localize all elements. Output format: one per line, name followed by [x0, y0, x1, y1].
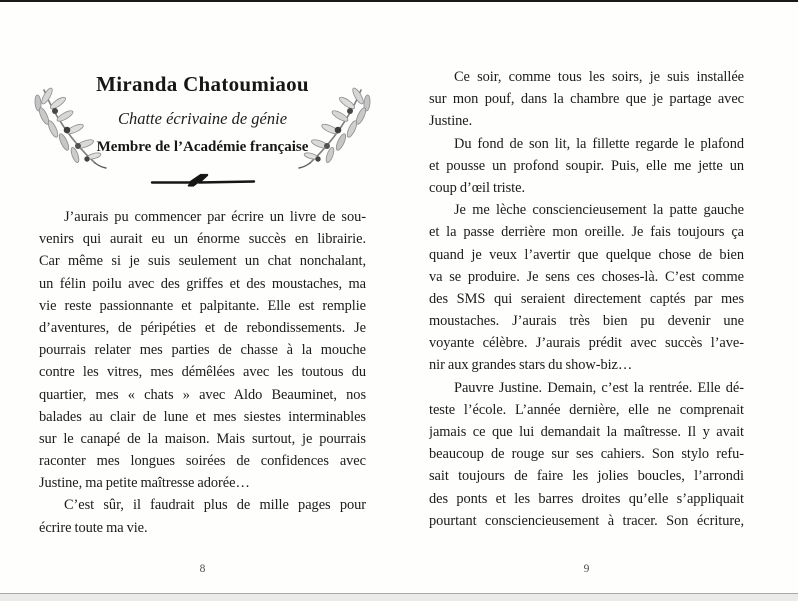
text-line: d’aventures, de péripéties et de rebondissements. Je — [39, 319, 366, 336]
text-line: coup d’œil triste. — [429, 179, 526, 196]
text-line: et la passe derrière mon oreille. Je fais toujours ça — [429, 224, 744, 241]
text-line: va se produire. Je sens ces choses-là. C’est comme — [429, 268, 744, 285]
text-line: et pousse un profond soupir. Puis, elle me jette un — [429, 157, 744, 174]
page-bottom-shadow — [0, 594, 798, 601]
page-body — [39, 206, 366, 539]
text-line: Pauvre Justine. Demain, c’est la rentrée. Elle dé- — [454, 379, 744, 396]
author-membership: Membre de l’Académie française — [96, 139, 309, 155]
text-line: sur mon pouf, dans la chambre que je partage avec — [429, 91, 744, 108]
page-number: 9 — [583, 563, 590, 575]
author-name: Miranda Chatoumiaou — [96, 72, 309, 96]
text-line: quand je veux l’avertir que quelque chose de bien — [429, 246, 744, 263]
text-line: moustaches. J’aurais très bien pu devenir une — [429, 313, 744, 330]
text-line: nir aux grandes stars du show-biz… — [429, 357, 633, 374]
text-line: voyante célèbre. J’aurais prédit avec succès l’ave- — [429, 335, 744, 352]
text-line: raconter mes longues soirées de confidences avec — [39, 453, 366, 470]
text-line: venirs qui aurait eu un énorme succès en librairie. — [39, 231, 366, 248]
text-line: Justine, ma petite maîtresse adorée… — [39, 475, 250, 492]
coil-flourish-icon — [150, 171, 256, 191]
text-line: jamais ce que lui demandait la maîtresse. Il y avait — [429, 424, 744, 440]
page-body — [429, 66, 744, 532]
text-line: balades au clair de lune et mes siestes interminables — [39, 408, 366, 425]
left-page — [39, 0, 366, 601]
text-line: des SMS qui seraient directement captés par mes — [429, 290, 744, 307]
text-line: Justine. — [429, 113, 473, 130]
text-line: pourtant consciencieusement à tracer. Son écriture, — [429, 512, 744, 529]
text-line: quartier, mes « chats » avec Aldo Beauminet, nos — [39, 386, 366, 403]
text-line: C’est sûr, il faudrait plus de mille pages pour — [64, 497, 366, 514]
text-line: Car même si je suis seulement un chat nonchalant, — [39, 253, 366, 270]
right-page — [429, 0, 744, 601]
text-line: Ce soir, comme tous les soirs, je suis installée — [454, 69, 744, 85]
text-line: Du fond de son lit, la fillette regarde le plafond — [454, 135, 744, 152]
page-number: 8 — [199, 563, 206, 575]
text-line: teste l’école. L’année dernière, elle ne comprenait — [429, 401, 744, 418]
text-line: un félin poilu avec des griffes et des moustaches, ma — [39, 275, 366, 292]
text-line: contre les vitres, mes démêlées avec les toutous du — [39, 364, 366, 381]
text-line: J’aurais pu commencer par écrire un livre de sou- — [64, 209, 366, 225]
text-line: beaucoup de rouge sur ses cahiers. Son stylo refu- — [429, 446, 744, 463]
text-line: sait toujours de faire les jolies boucles, l’arrondi — [429, 468, 744, 485]
text-line: des ponts et les barres droites qu’elle s’appliquait — [429, 490, 744, 507]
text-line: pourrais relater mes parties de chasse à la mouche — [39, 342, 366, 359]
text-line: Je me lèche consciencieusement la patte gauche — [454, 202, 744, 219]
text-line: vie reste passionnante et palpitante. Elle est remplie — [39, 297, 366, 314]
author-role: Chatte écrivaine de génie — [117, 109, 288, 128]
text-line: écrire toute ma vie. — [39, 519, 148, 536]
text-line: sur le canapé de la maison. Mais surtout, je pourrais — [39, 430, 366, 447]
